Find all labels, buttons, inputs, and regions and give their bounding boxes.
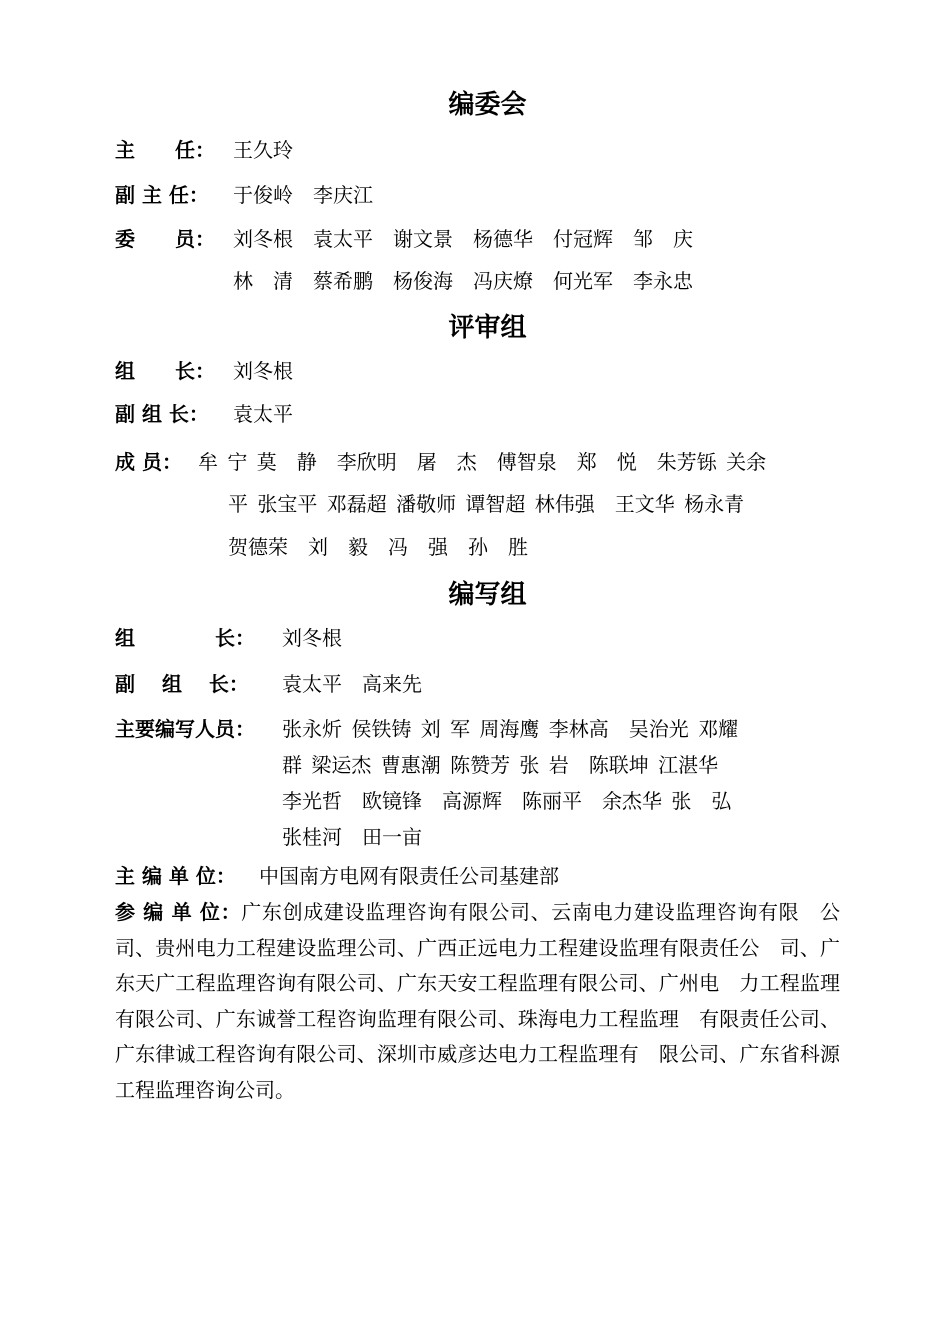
review-members-label: 成 员： [115,450,182,474]
writing-deputies: 袁太平 高来先 [282,672,422,696]
committee-director-label: 主 任： [115,138,215,162]
chief-unit-label: 主 编 单 位： [115,864,236,888]
review-deputy: 袁太平 [233,402,293,426]
review-deputy-label: 副 组 长： [115,402,209,426]
writing-writers-line3: 李光哲 欧镜锋 高源辉 陈丽平 余杰华 张 弘 [282,789,732,813]
writing-leader-label: 组 长： [115,626,255,650]
review-members-line3: 贺德荣 刘 毅 冯 强 孙 胜 [228,535,528,559]
participating-units-label: 参 编 单 位： [115,900,242,924]
review-leader: 刘冬根 [233,359,293,383]
committee-title: 编委会 [448,90,527,120]
writing-writers-line1: 张永炘 侯铁铸 刘 军 周海鹰 李林高 吴治光 邓耀 [282,717,739,741]
review-leader-label: 组 长： [115,359,215,383]
writing-writers-line4: 张桂河 田一亩 [282,825,422,849]
committee-members-line2: 林 清 蔡希鹏 杨俊海 冯庆燎 何光军 李永忠 [233,269,693,293]
committee-deputies: 于俊岭 李庆江 [233,183,373,207]
review-title: 评审组 [448,313,527,343]
writing-deputy-label: 副 组 长： [115,672,249,696]
committee-members-line1: 刘冬根 袁太平 谢文景 杨德华 付冠辉 邹 庆 [233,227,693,251]
writing-leader: 刘冬根 [282,626,342,650]
committee-director: 王久玲 [233,138,293,162]
writing-writers-line2: 群 梁运杰 曹惠潮 陈赞芳 张 岩 陈联坤 江湛华 [282,753,719,777]
committee-members-label: 委 员： [115,227,215,251]
chief-unit: 中国南方电网有限责任公司基建部 [259,864,559,888]
participating-units: 广东创成建设监理咨询有限公司、云南电力建设监理咨询有限 公司、贵州电力工程建设监理公司、广西正远电力工程建设监理有限责任公 司、广东天广工程监理咨询有限公司、广东天安工程监理有限公司、广州电 力工程监理有限公司、广东诚誉工程咨询监理有限公司、珠海电力工程监理 有限责任公司、广东律诚工程咨询有限公司、深圳市威彦达电力工程监理有 限公司、广东省科源工程监理咨询公司。 [115,900,841,1102]
review-members-line1: 牟 宁 莫 静 李欣明 屠 杰 傅智泉 郑 悦 朱芳铄 关余 [198,450,767,474]
participating-units-paragraph [115,895,840,1108]
review-members-line2: 平 张宝平 邓磊超 潘敬师 谭智超 林伟强 王文华 杨永青 [228,492,745,516]
writing-writers-label: 主要编写人员： [115,717,255,741]
committee-deputy-label: 副 主 任： [115,183,209,207]
writing-title: 编写组 [448,580,527,610]
